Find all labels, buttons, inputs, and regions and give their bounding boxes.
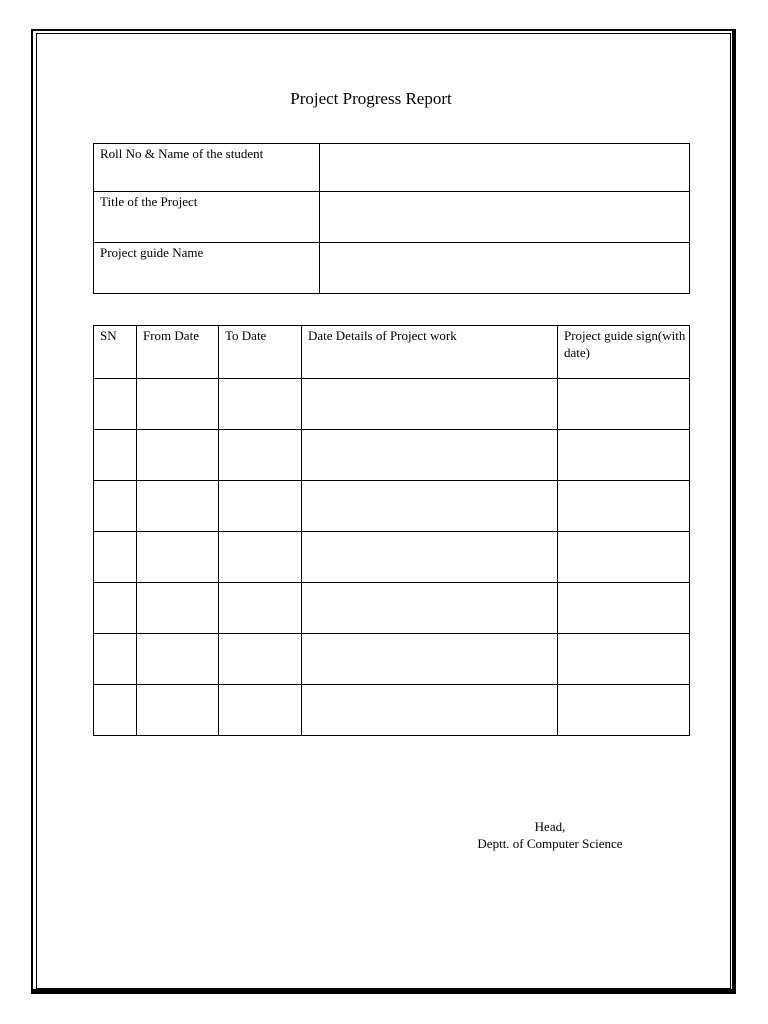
info-value-title[interactable] (320, 192, 690, 243)
cell-details[interactable] (302, 481, 558, 532)
cell-to-date[interactable] (219, 481, 302, 532)
cell-guide-sign[interactable] (558, 430, 690, 481)
table-row (94, 634, 690, 685)
cell-to-date[interactable] (219, 685, 302, 736)
cell-to-date[interactable] (219, 532, 302, 583)
cell-from-date[interactable] (137, 685, 219, 736)
cell-from-date[interactable] (137, 379, 219, 430)
info-row-student (94, 144, 690, 192)
cell-from-date[interactable] (137, 430, 219, 481)
info-value-guide[interactable] (320, 243, 690, 294)
header-details: Date Details of Project work (302, 326, 558, 379)
cell-sn[interactable] (94, 634, 137, 685)
table-row (94, 430, 690, 481)
signature-block (450, 818, 650, 852)
cell-to-date[interactable] (219, 583, 302, 634)
cell-sn[interactable] (94, 532, 137, 583)
table-row (94, 379, 690, 430)
cell-to-date[interactable] (219, 379, 302, 430)
table-row (94, 532, 690, 583)
cell-details[interactable] (302, 430, 558, 481)
info-label-student: Roll No & Name of the student (94, 144, 320, 192)
cell-details[interactable] (302, 583, 558, 634)
cell-from-date[interactable] (137, 532, 219, 583)
cell-guide-sign[interactable] (558, 481, 690, 532)
cell-sn[interactable] (94, 481, 137, 532)
info-value-student[interactable] (320, 144, 690, 192)
cell-details[interactable] (302, 532, 558, 583)
page-border-shadow-bottom (31, 989, 736, 993)
cell-guide-sign[interactable] (558, 583, 690, 634)
table-row (94, 685, 690, 736)
page-border-shadow-right (732, 29, 736, 994)
cell-to-date[interactable] (219, 634, 302, 685)
cell-to-date[interactable] (219, 430, 302, 481)
cell-sn[interactable] (94, 685, 137, 736)
cell-details[interactable] (302, 685, 558, 736)
cell-sn[interactable] (94, 379, 137, 430)
signature-department: Deptt. of Computer Science (477, 836, 623, 851)
cell-guide-sign[interactable] (558, 379, 690, 430)
cell-from-date[interactable] (137, 634, 219, 685)
header-from-date: From Date (137, 326, 219, 379)
table-row (94, 481, 690, 532)
header-to-date: To Date (219, 326, 302, 379)
signature-title: Head, (534, 819, 566, 834)
page-title: Project Progress Report (290, 89, 452, 108)
info-label-guide: Project guide Name (94, 243, 320, 294)
info-row-title (94, 192, 690, 243)
cell-sn[interactable] (94, 583, 137, 634)
cell-from-date[interactable] (137, 481, 219, 532)
header-sn: SN (94, 326, 137, 379)
table-row (94, 583, 690, 634)
student-info-table (93, 143, 690, 294)
progress-table (93, 325, 690, 736)
progress-header-row (94, 326, 690, 379)
cell-details[interactable] (302, 634, 558, 685)
cell-guide-sign[interactable] (558, 532, 690, 583)
cell-details[interactable] (302, 379, 558, 430)
cell-guide-sign[interactable] (558, 634, 690, 685)
cell-sn[interactable] (94, 430, 137, 481)
info-row-guide (94, 243, 690, 294)
cell-from-date[interactable] (137, 583, 219, 634)
header-guide-sign: Project guide sign(with date) (558, 326, 690, 379)
info-label-title: Title of the Project (94, 192, 320, 243)
cell-guide-sign[interactable] (558, 685, 690, 736)
